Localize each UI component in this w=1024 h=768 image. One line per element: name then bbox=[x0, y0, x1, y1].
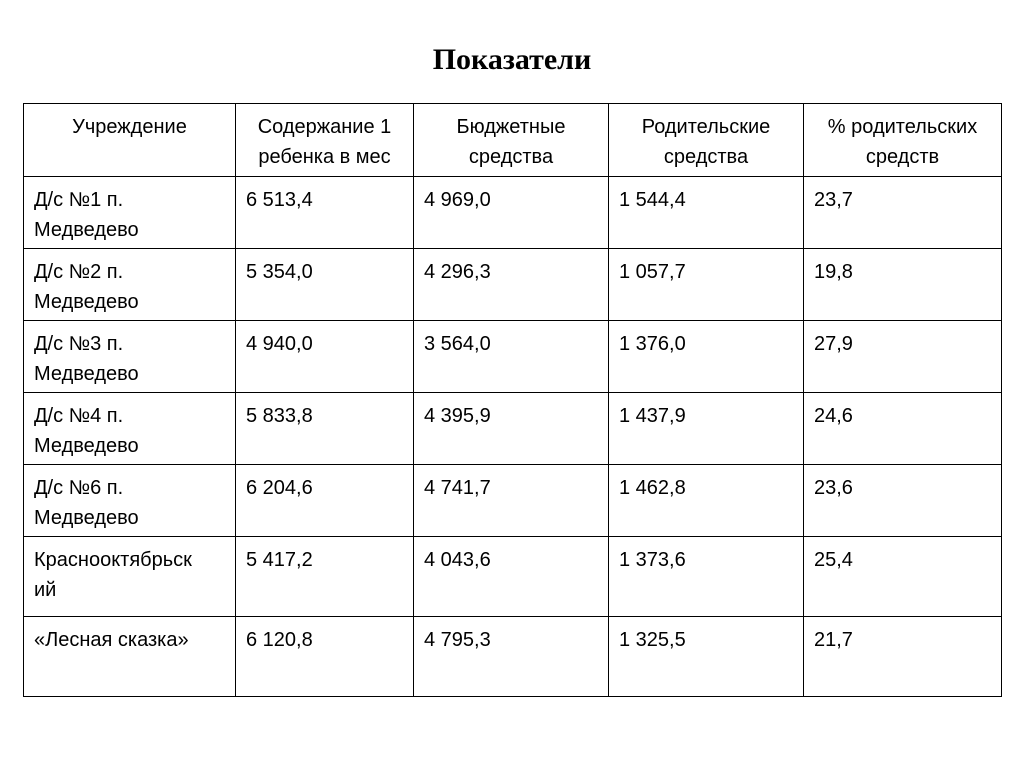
institution-line: «Лесная сказка» bbox=[34, 629, 189, 651]
header-cost-per-child bbox=[236, 104, 414, 177]
header-budget-funds bbox=[414, 104, 609, 177]
cell-budget: 3 564,0 bbox=[414, 321, 609, 393]
cell-institution bbox=[24, 617, 236, 697]
cell-institution bbox=[24, 393, 236, 465]
header-parent-percent bbox=[804, 104, 1002, 177]
cell-percent: 24,6 bbox=[804, 393, 1002, 465]
header-line: средств bbox=[865, 146, 940, 168]
header-line: Бюджетные bbox=[456, 116, 566, 138]
table-row bbox=[24, 537, 1002, 617]
header-line: Учреждение bbox=[72, 116, 187, 138]
institution-line: Д/с №4 п. bbox=[34, 405, 124, 427]
cell-parent: 1 376,0 bbox=[609, 321, 804, 393]
cell-cost: 4 940,0 bbox=[236, 321, 414, 393]
institution-line: Медведево bbox=[34, 219, 139, 241]
cell-cost: 5 417,2 bbox=[236, 537, 414, 617]
institution-line: Медведево bbox=[34, 363, 139, 385]
table-row bbox=[24, 465, 1002, 537]
cell-cost: 5 354,0 bbox=[236, 249, 414, 321]
cell-budget: 4 296,3 bbox=[414, 249, 609, 321]
cell-cost: 5 833,8 bbox=[236, 393, 414, 465]
indicators-table bbox=[23, 103, 1002, 697]
cell-percent: 27,9 bbox=[804, 321, 1002, 393]
institution-line: Д/с №3 п. bbox=[34, 333, 124, 355]
cell-institution bbox=[24, 537, 236, 617]
institution-line: ий bbox=[34, 579, 57, 601]
header-institution bbox=[24, 104, 236, 177]
cell-parent: 1 325,5 bbox=[609, 617, 804, 697]
table-row bbox=[24, 393, 1002, 465]
cell-percent: 19,8 bbox=[804, 249, 1002, 321]
cell-budget: 4 043,6 bbox=[414, 537, 609, 617]
cell-parent: 1 373,6 bbox=[609, 537, 804, 617]
header-line: Содержание 1 bbox=[257, 116, 392, 138]
institution-line: Медведево bbox=[34, 435, 139, 457]
header-line: средства bbox=[663, 146, 749, 168]
cell-cost: 6 204,6 bbox=[236, 465, 414, 537]
cell-parent: 1 057,7 bbox=[609, 249, 804, 321]
cell-parent: 1 437,9 bbox=[609, 393, 804, 465]
cell-percent: 25,4 bbox=[804, 537, 1002, 617]
cell-budget: 4 741,7 bbox=[414, 465, 609, 537]
table-row bbox=[24, 249, 1002, 321]
cell-institution bbox=[24, 465, 236, 537]
header-line: средства bbox=[468, 146, 554, 168]
institution-line: Краснооктябрьск bbox=[34, 549, 192, 571]
table-row bbox=[24, 321, 1002, 393]
table-header-row bbox=[24, 104, 1002, 177]
header-line: Родительские bbox=[641, 116, 771, 138]
cell-cost: 6 120,8 bbox=[236, 617, 414, 697]
cell-institution bbox=[24, 321, 236, 393]
page-title: Показатели bbox=[432, 43, 592, 76]
institution-line: Д/с №1 п. bbox=[34, 189, 124, 211]
header-line: ребенка в мес bbox=[258, 146, 391, 168]
cell-parent: 1 462,8 bbox=[609, 465, 804, 537]
institution-line: Медведево bbox=[34, 507, 139, 529]
cell-budget: 4 969,0 bbox=[414, 177, 609, 249]
cell-budget: 4 795,3 bbox=[414, 617, 609, 697]
header-parent-funds bbox=[609, 104, 804, 177]
cell-institution bbox=[24, 249, 236, 321]
institution-line: Д/с №2 п. bbox=[34, 261, 124, 283]
cell-budget: 4 395,9 bbox=[414, 393, 609, 465]
institution-line: Д/с №6 п. bbox=[34, 477, 124, 499]
header-line: % родительских bbox=[827, 116, 978, 138]
cell-percent: 21,7 bbox=[804, 617, 1002, 697]
cell-percent: 23,6 bbox=[804, 465, 1002, 537]
table-row bbox=[24, 617, 1002, 697]
cell-institution bbox=[24, 177, 236, 249]
table-row bbox=[24, 177, 1002, 249]
cell-percent: 23,7 bbox=[804, 177, 1002, 249]
cell-parent: 1 544,4 bbox=[609, 177, 804, 249]
cell-cost: 6 513,4 bbox=[236, 177, 414, 249]
institution-line: Медведево bbox=[34, 291, 139, 313]
